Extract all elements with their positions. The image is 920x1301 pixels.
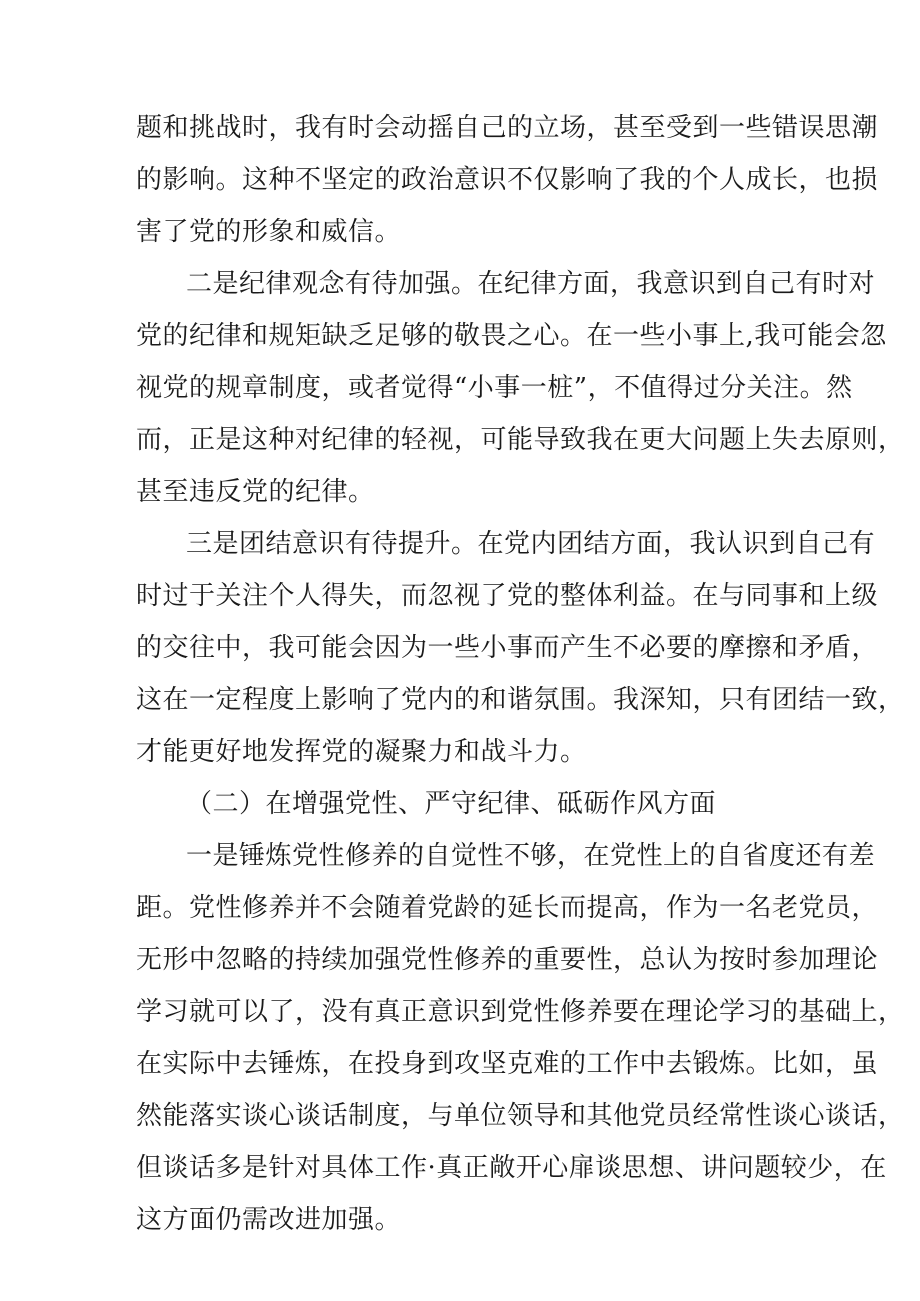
text-line: 但谈话多是针对具体工作·真正敞开心扉谈思想、讲问题较少，在 (136, 1153, 887, 1183)
section-heading: （二）在增强党性、严守纪律、砥砺作风方面 (186, 789, 717, 819)
text-line: 而，正是这种对纪律的轻视，可能导致我在更大问题上失去原则， (136, 425, 905, 455)
text-line: 甚至违反党的纪律。 (136, 477, 375, 507)
text-line: 视党的规章制度，或者觉得“小事一桩”，不值得过分关注。然 (136, 373, 853, 403)
text-line: 距。党性修养并不会随着党龄的延长而提高，作为一名老党员， (136, 893, 879, 923)
text-line: 的交往中，我可能会因为一些小事而产生不必要的摩擦和矛盾， (136, 633, 879, 663)
text-line: 党的纪律和规矩缺乏足够的敬畏之心。在一些小事上,我可能会忽 (136, 321, 887, 351)
text-line: 一是锤炼党性修养的自觉性不够，在党性上的自省度还有差 (186, 841, 876, 871)
text-line: 害了党的形象和威信。 (136, 217, 402, 247)
text-line: 的影响。这种不坚定的政治意识不仅影响了我的个人成长，也损 (136, 165, 879, 195)
text-line: 才能更好地发挥党的凝聚力和战斗力。 (136, 737, 587, 767)
text-line: 这方面仍需改进加强。 (136, 1205, 402, 1235)
text-line: 题和挑战时，我有时会动摇自己的立场，甚至受到一些错误思潮 (136, 113, 879, 143)
text-line: 在实际中去锤炼，在投身到攻坚克难的工作中去锻炼。比如，虽 (136, 1049, 879, 1079)
text-line: 二是纪律观念有待加强。在纪律方面，我意识到自己有时对 (186, 269, 876, 299)
text-line: 这在一定程度上影响了党内的和谐氛围。我深知，只有团结一致， (136, 685, 905, 715)
text-line: 然能落实谈心谈话制度，与单位领导和其他党员经常性谈心谈话， (136, 1101, 905, 1131)
text-line: 三是团结意识有待提升。在党内团结方面，我认识到自己有 (186, 529, 876, 559)
text-line: 学习就可以了，没有真正意识到党性修养要在理论学习的基础上， (136, 997, 905, 1027)
text-line: 无形中忽略的持续加强党性修养的重要性，总认为按时参加理论 (136, 945, 879, 975)
text-line: 时过于关注个人得失，而忽视了党的整体利益。在与同事和上级 (136, 581, 879, 611)
